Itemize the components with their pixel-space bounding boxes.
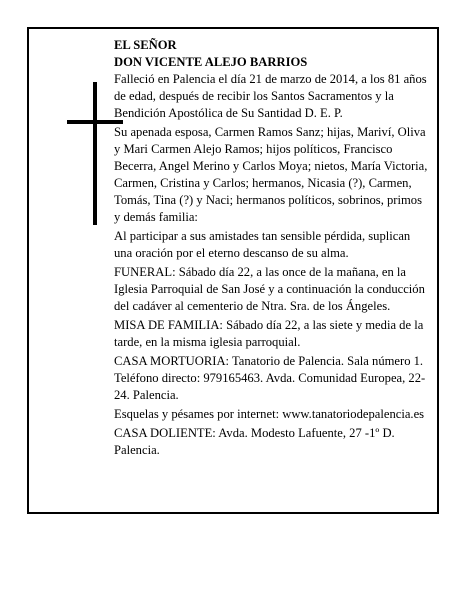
- prayer-request: Al participar a sus amistades tan sensible pérdida, suplican una oración por el eterno descanso de su alma.: [114, 229, 411, 260]
- online-condolences: Esquelas y pésames por internet: www.tanatoriodepalencia.es: [114, 407, 425, 421]
- family-list: Su apenada esposa, Carmen Ramos Sanz; hijas, Mariví, Oliva y Mari Carmen Alejo Ramos; hijos políticos, Francisco Becerra, Angel Merino y Carlos Moya; nietos, María Victoria, Carmen, Cristina y Carlos; hermanos, Nicasia (?), Carmen, Tomás, Tina (?) y Naci; hermanos políticos, sobrinos, primos y demás familia:: [114, 125, 428, 224]
- deceased-name: DON VICENTE ALEJO BARRIOS: [114, 55, 308, 69]
- obituary-text: [114, 37, 430, 461]
- death-announcement: Falleció en Palencia el día 21 de marzo de 2014, a los 81 años de edad, después de recibir los Santos Sacramentos y la Bendición Apostólica de Su Santidad D. E. P.: [114, 72, 427, 120]
- family-home-address: CASA DOLIENTE: Avda. Modesto Lafuente, 27 -1º D. Palencia.: [114, 426, 395, 457]
- funeral-info: FUNERAL: Sábado día 22, a las once de la mañana, en la Iglesia Parroquial de San José y a continuación la conducción del cadáver al cementerio de Ntra. Sra. de los Ángeles.: [114, 265, 425, 313]
- obituary-heading: EL SEÑOR: [114, 38, 177, 52]
- family-mass-info: MISA DE FAMILIA: Sábado día 22, a las siete y media de la tarde, en la misma iglesia parroquial.: [114, 318, 424, 349]
- cross-vertical-bar: [93, 82, 97, 225]
- funeral-home-info: CASA MORTUORIA: Tanatorio de Palencia. Sala número 1. Teléfono directo: 979165463. Avda. Comunidad Europea, 22-24. Palencia.: [114, 354, 426, 402]
